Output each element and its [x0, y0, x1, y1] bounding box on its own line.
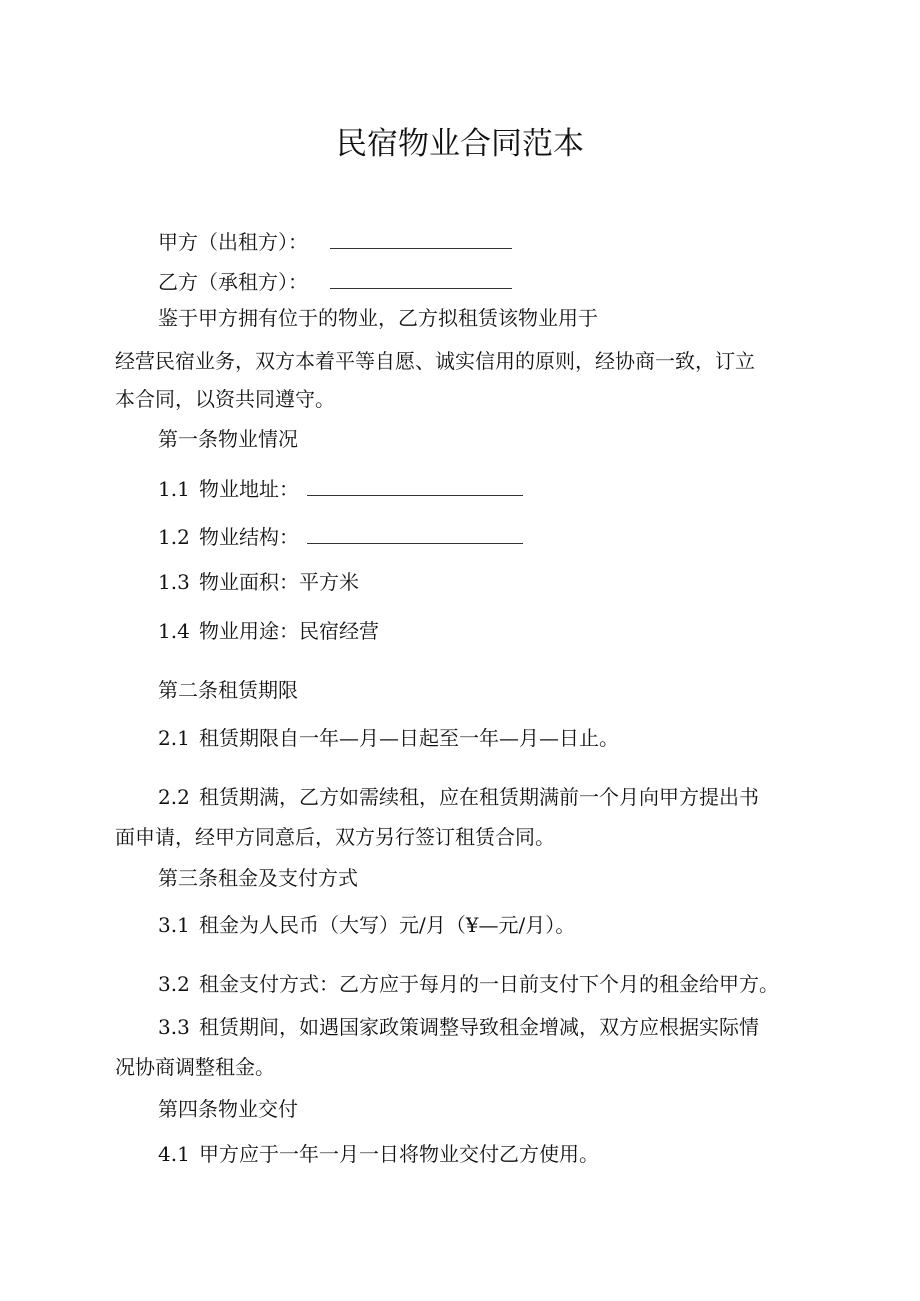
clause-1-1	[158, 475, 523, 501]
party-b-label: 乙方（承租方）：	[158, 270, 308, 294]
party-b-line	[158, 268, 512, 294]
clause-number: 2.1	[158, 726, 190, 750]
party-a-line	[158, 228, 512, 254]
clause-text: 租赁期间，如遇国家政策调整导致租金增减，双方应根据实际情	[199, 1015, 759, 1039]
structure-blank[interactable]	[307, 523, 523, 544]
clause-text: 物业面积：平方米	[199, 570, 359, 594]
clause-2-1	[158, 726, 619, 750]
clause-3-3-line-1	[158, 1015, 759, 1039]
clause-number: 1.3	[158, 570, 190, 594]
clause-1-4	[158, 619, 379, 643]
clause-number: 2.2	[158, 785, 190, 809]
clause-number: 1.4	[158, 619, 190, 643]
clause-2-2-line-2: 面申请，经甲方同意后，双方另行签订租赁合同。	[115, 825, 555, 849]
clause-text: 物业结构：	[199, 525, 299, 549]
article-1-heading: 第一条物业情况	[158, 427, 298, 451]
clause-number: 3.2	[158, 972, 190, 996]
intro-line-3: 本合同，以资共同遵守。	[115, 387, 335, 411]
clause-3-1	[158, 913, 575, 937]
clause-text: 租赁期限自一年—月—日起至一年—月—日止。	[199, 726, 619, 750]
clause-text: 甲方应于一年一月一日将物业交付乙方使用。	[199, 1142, 599, 1166]
clause-1-3	[158, 570, 359, 594]
party-a-blank[interactable]	[330, 228, 512, 249]
clause-number: 1.2	[158, 525, 190, 549]
clause-text: 租赁期满，乙方如需续租，应在租赁期满前一个月向甲方提出书	[199, 785, 759, 809]
clause-2-2-line-1	[158, 785, 759, 809]
article-3-heading: 第三条租金及支付方式	[158, 866, 358, 890]
clause-3-3-line-2: 况协商调整租金。	[115, 1055, 275, 1079]
article-2-heading: 第二条租赁期限	[158, 678, 298, 702]
party-a-label: 甲方（出租方）：	[158, 230, 308, 254]
clause-number: 3.3	[158, 1015, 190, 1039]
intro-line-1: 鉴于甲方拥有位于的物业，乙方拟租赁该物业用于	[158, 306, 598, 330]
party-b-blank[interactable]	[330, 268, 512, 289]
clause-number: 1.1	[158, 477, 190, 501]
clause-text: 租金为人民币（大写）元/月（¥—元/月）。	[199, 913, 576, 937]
clause-3-2	[158, 972, 779, 996]
page-title: 民宿物业合同范本	[336, 126, 584, 162]
clause-number: 3.1	[158, 913, 190, 937]
article-4-heading: 第四条物业交付	[158, 1097, 298, 1121]
clause-text: 物业用途：民宿经营	[199, 619, 379, 643]
address-blank[interactable]	[307, 475, 523, 496]
clause-text: 租金支付方式：乙方应于每月的一日前支付下个月的租金给甲方。	[199, 972, 779, 996]
clause-1-2	[158, 523, 523, 549]
clause-number: 4.1	[158, 1142, 190, 1166]
intro-line-2: 经营民宿业务，双方本着平等自愿、诚实信用的原则，经协商一致，订立	[115, 349, 755, 373]
clause-4-1	[158, 1142, 599, 1166]
clause-text: 物业地址：	[199, 477, 299, 501]
